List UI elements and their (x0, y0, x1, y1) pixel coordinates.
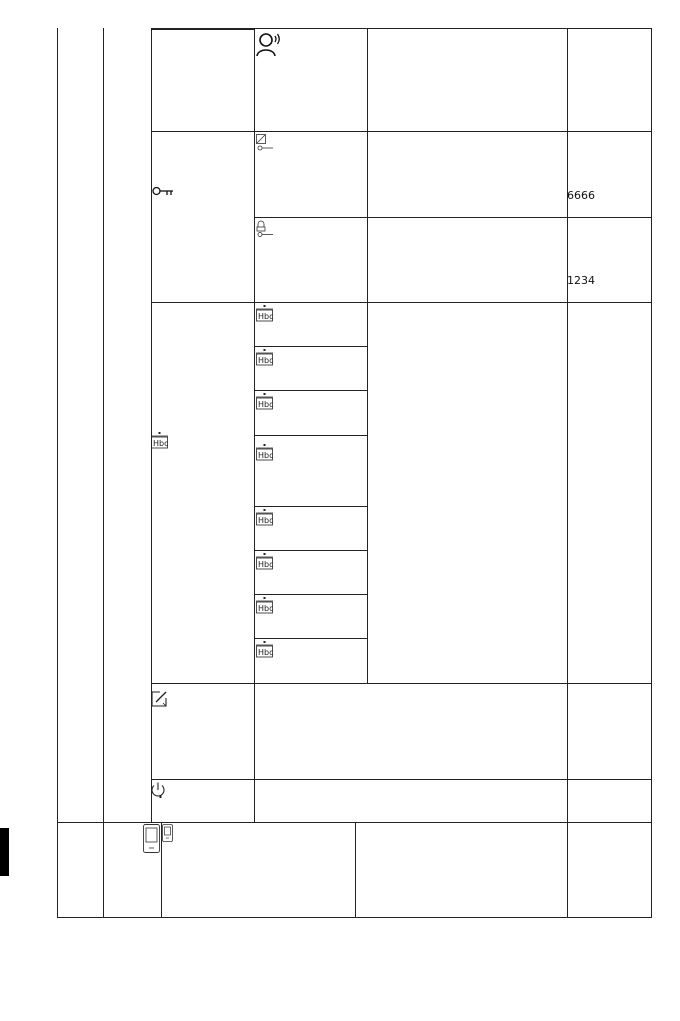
svg-text:Hbc: Hbc (258, 604, 274, 613)
row-divider (254, 435, 367, 436)
edit-key-icon (256, 134, 276, 152)
password-value: 6666 (567, 189, 595, 202)
col-divider (254, 28, 255, 823)
abc-ringtone-icon (256, 393, 274, 411)
col-divider (567, 28, 568, 918)
svg-text:Hbc: Hbc (258, 400, 274, 409)
abc-ringtone-icon (256, 597, 274, 615)
abc-ringtone-icon (256, 305, 274, 323)
col-divider (57, 28, 58, 918)
row-divider (254, 550, 367, 551)
row-divider (254, 594, 367, 595)
table-top-border (151, 28, 254, 30)
row-divider (151, 131, 652, 132)
svg-text:Hbc: Hbc (258, 312, 274, 321)
col-divider (367, 28, 368, 684)
table-top-border (254, 28, 652, 29)
lock-password-value: 1234 (567, 274, 595, 287)
power-icon (150, 782, 166, 800)
row-divider (254, 506, 367, 507)
svg-text:Hbc: Hbc (258, 451, 274, 460)
row-divider (151, 779, 652, 780)
abc-ringtone-icon (256, 641, 274, 659)
abc-ringtone-icon (256, 509, 274, 527)
row-divider (254, 390, 367, 391)
svg-text:Hbc: Hbc (258, 516, 274, 525)
abc-ringtone-icon (256, 349, 274, 367)
col-divider (355, 822, 356, 918)
abc-ringtone-icon (151, 432, 169, 450)
key-icon (152, 186, 174, 196)
row-divider (254, 638, 367, 639)
svg-text:Hbc: Hbc (153, 439, 169, 448)
svg-text:Hbc: Hbc (258, 560, 274, 569)
col-divider (103, 28, 104, 918)
abc-ringtone-icon (256, 444, 274, 462)
handset-icon (143, 824, 177, 854)
row-divider (151, 302, 652, 303)
page-side-tab (0, 828, 9, 876)
col-divider (651, 28, 652, 918)
row-divider (151, 683, 652, 684)
row-divider (254, 346, 367, 347)
row-divider (254, 217, 652, 218)
svg-text:Hbc: Hbc (258, 648, 274, 657)
person-sound-icon (256, 31, 282, 57)
abc-ringtone-icon (256, 553, 274, 571)
edit-icon (151, 691, 167, 707)
lock-key-icon (256, 220, 276, 238)
svg-text:Hbc: Hbc (258, 356, 274, 365)
